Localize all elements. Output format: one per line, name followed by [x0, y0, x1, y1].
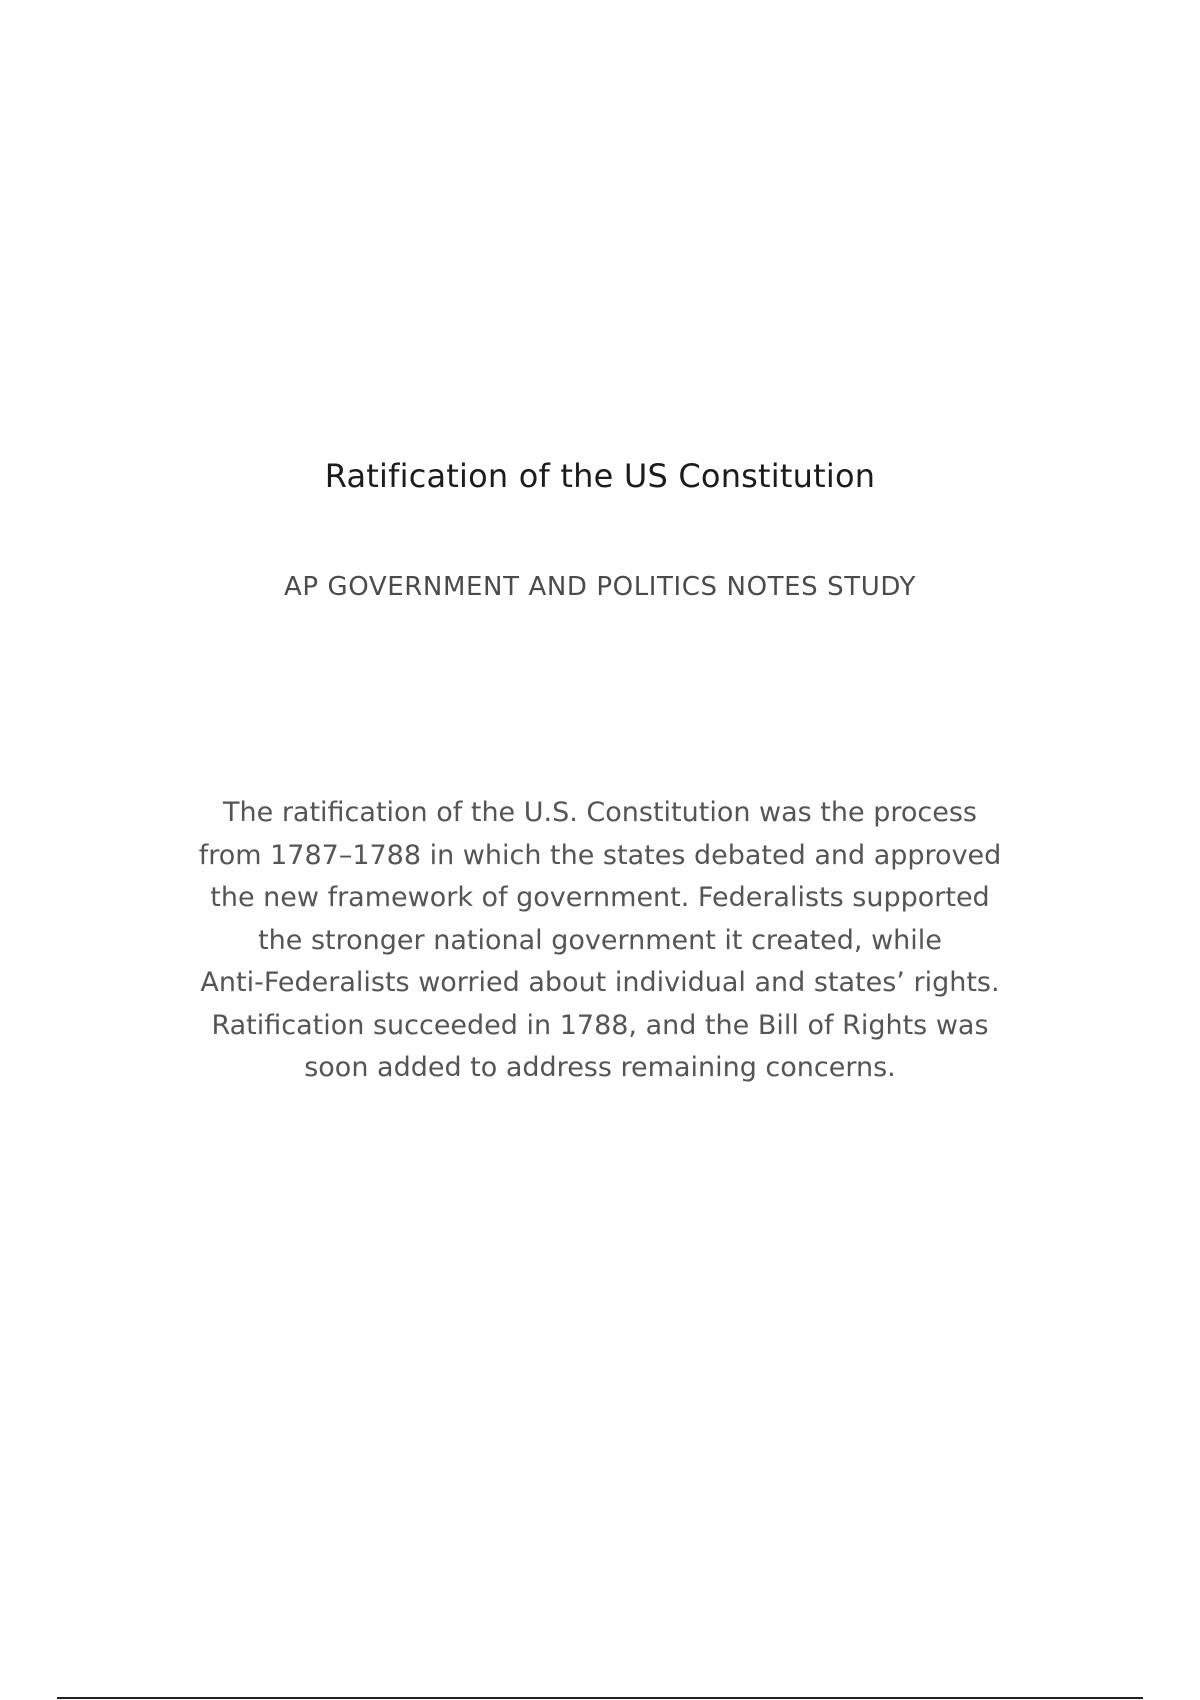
- summary-line: Anti-Federalists worried about individual and states’ rights.: [200, 967, 1000, 998]
- footer-divider: [57, 1697, 1143, 1699]
- summary-line: Ratification succeeded in 1788, and the Bill of Rights was: [211, 1009, 989, 1041]
- summary-line: the stronger national government it created, while: [258, 924, 942, 956]
- summary-line: from 1787–1788 in which the states debated and approved: [198, 839, 1002, 871]
- document-title: Ratification of the US Constitution: [324, 457, 876, 495]
- summary-line: soon added to address remaining concerns.: [304, 1052, 896, 1083]
- summary-line: The ratification of the U.S. Constitution was the process: [223, 797, 977, 828]
- summary-paragraph: [150, 792, 1050, 1090]
- document-subtitle: AP GOVERNMENT AND POLITICS NOTES STUDY: [283, 572, 917, 602]
- summary-line: the new framework of government. Federalists supported: [210, 882, 990, 913]
